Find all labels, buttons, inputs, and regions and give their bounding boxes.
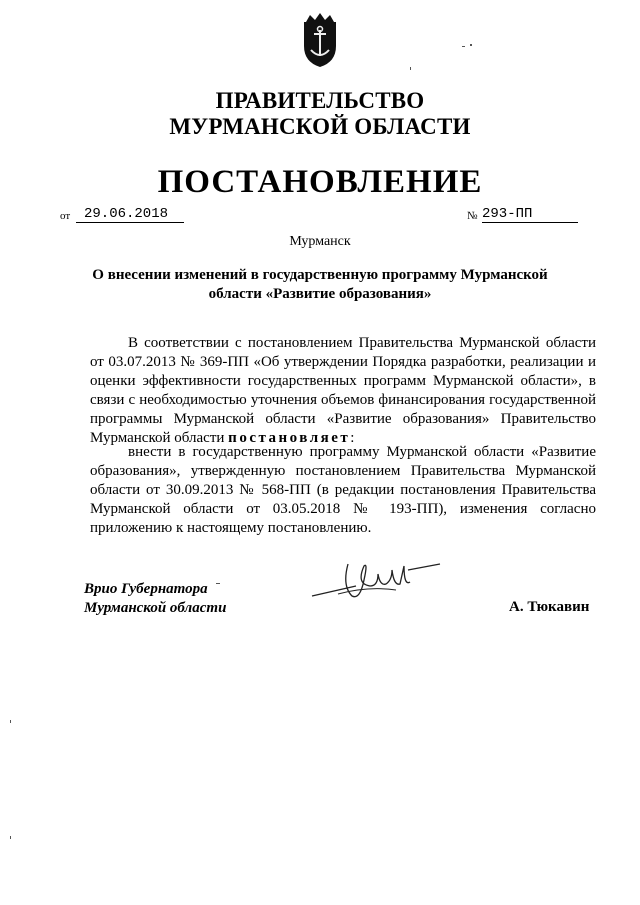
resolves-colon: : (350, 430, 355, 446)
signer-position (84, 580, 226, 618)
scan-speck (10, 836, 11, 839)
document-date: 29.06.2018 (76, 206, 184, 223)
date-prefix: от (60, 210, 71, 222)
government-name-line1: ПРАВИТЕЛЬСТВО (215, 88, 425, 113)
document-type-title: ПОСТАНОВЛЕНИЕ (157, 164, 483, 200)
city-name: Мурманск (289, 234, 351, 249)
scan-speck (216, 583, 220, 584)
scan-speck (462, 46, 465, 47)
handwritten-signature (308, 556, 448, 616)
scan-speck (410, 67, 411, 70)
signer-position-line1: Врио Губернатора (84, 581, 208, 597)
preamble-paragraph (90, 334, 596, 448)
number-prefix: № (467, 210, 478, 222)
signer-position-line2: Мурманской области (84, 600, 227, 616)
scan-speck (470, 44, 472, 46)
operative-paragraph: внести в государственную программу Мурманской области «Развитие образования», утвержденную постановлением Правительства Мурманской области от 30.09.2013 № 568-ПП (в редакции постановления Правительства Мурманской области от 03.05.2018 № 193-ПП), изменения согласно приложению к настоящему постановлению. (90, 444, 596, 536)
document-number: 293-ПП (482, 206, 578, 223)
document-subject: О внесении изменений в государственную программу Мурманской области «Развитие образования» (92, 267, 548, 302)
signer-name: А. Тюкавин (509, 599, 590, 615)
preamble-text: В соответствии с постановлением Правительства Мурманской области от 03.07.2013 № 369-ПП «Об утверждении Порядка разработки, реализации и оценки эффективности государственных программ Мурманской области», в связи с необходимостью уточнения объемов финансирования государственной программы Мурманской области «Развитие образования» Правительство Мурманской области (90, 335, 596, 446)
scan-speck (10, 720, 11, 723)
coat-of-arms-emblem (300, 12, 340, 68)
government-name-line2: МУРМАНСКОЙ ОБЛАСТИ (169, 114, 471, 139)
resolves-word: постановляет (228, 430, 351, 446)
